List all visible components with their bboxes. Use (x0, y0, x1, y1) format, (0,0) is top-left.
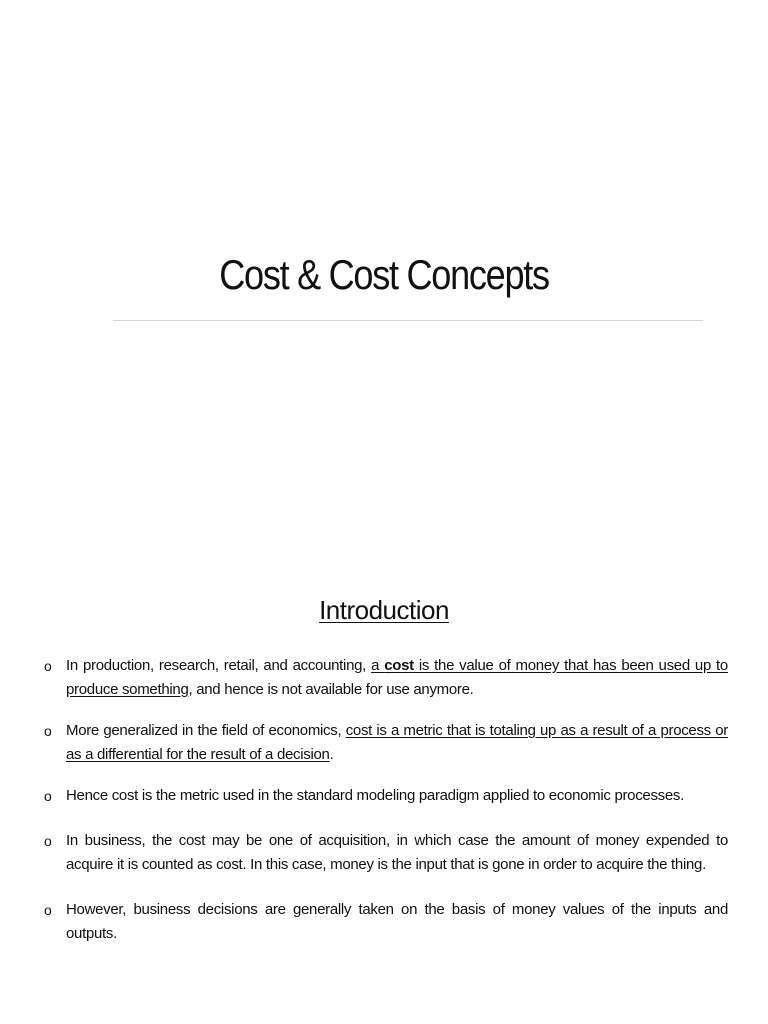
bullet-item (44, 898, 728, 946)
bullet-marker: o (44, 788, 52, 804)
title-divider (113, 320, 703, 321)
bullet-marker: o (44, 723, 52, 739)
bullet-text-keyword: cost (384, 657, 414, 674)
section-heading (0, 595, 768, 626)
bullet-text-plain: . (329, 746, 334, 763)
section-heading-text: Introduction (319, 595, 449, 625)
bullet-text-plain: , and hence is not available for use anymore. (188, 681, 474, 698)
slide-title: Cost & Cost Concepts (219, 251, 549, 298)
bullet-item (44, 829, 728, 877)
bullet-item (44, 719, 728, 767)
bullet-text-underlined: a (371, 657, 385, 674)
bullet-text-underlined: is the value of money that has been used up to produce something (66, 657, 728, 698)
bullet-item (44, 654, 728, 702)
bullet-text-plain: In production, research, retail, and accounting, (66, 657, 372, 674)
bullet-marker: o (44, 658, 52, 674)
bullet-text-plain: Hence cost is the metric used in the standard modeling paradigm applied to economic processes. (66, 787, 684, 804)
bullet-marker: o (44, 902, 52, 918)
bullet-item (44, 784, 728, 808)
bullet-text-plain: More generalized in the field of economics, (66, 722, 346, 739)
bullet-text-underlined: cost is a metric that is totaling up as a result of a process or as a differential for the result of a decision (66, 722, 728, 763)
bullet-text-plain: In business, the cost may be one of acquisition, in which case the amount of money expended to acquire it is counted as cost. In this case, money is the input that is gone in order to acquire the thing. (66, 832, 728, 873)
bullet-text-plain: However, business decisions are generally taken on the basis of money values of the inputs and outputs. (66, 901, 728, 942)
bullet-list (44, 654, 728, 946)
bullet-marker: o (44, 833, 52, 849)
